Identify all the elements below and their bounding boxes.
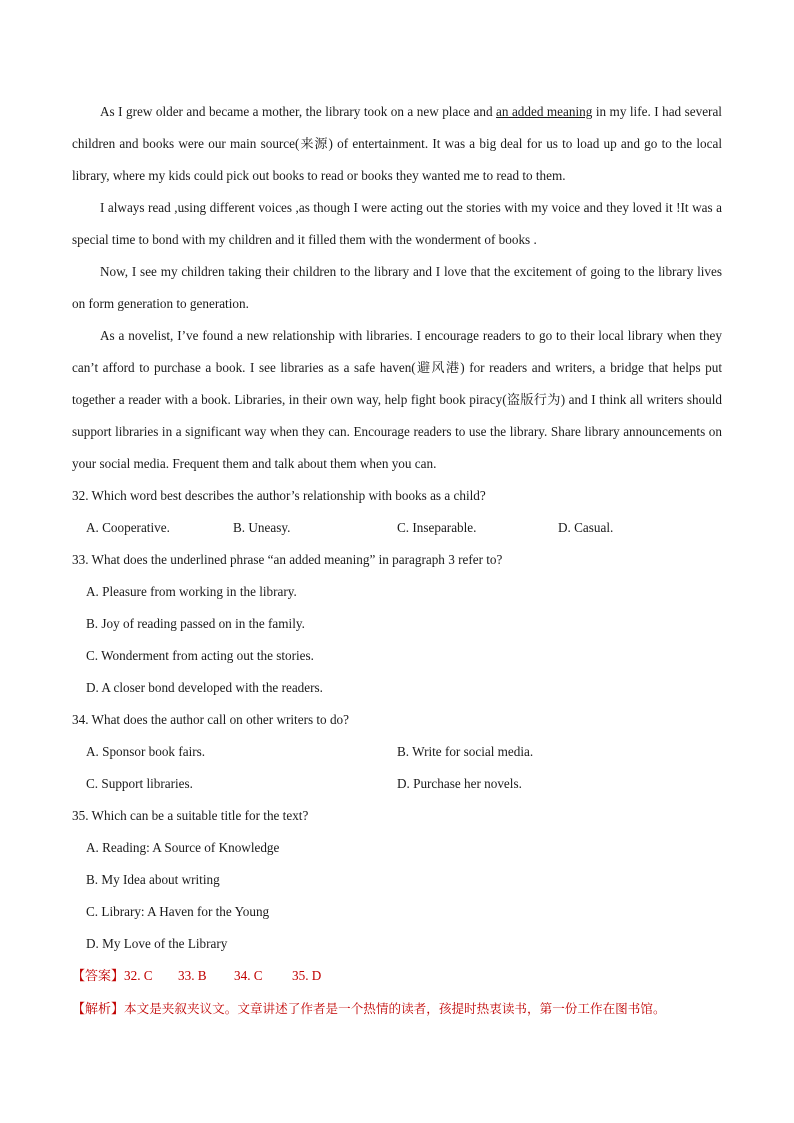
paragraph-1-text-a: As I grew older and became a mother, the library took on a new place and xyxy=(100,104,497,119)
option-34-a[interactable]: A. Sponsor book fairs. xyxy=(86,744,206,759)
question-34-stem: 34. What does the author call on other writers to do? xyxy=(72,712,349,727)
question-34-options-cd xyxy=(72,768,722,800)
paragraph-1-text-b: in my life. I had several children and books were our main source(来源) of entertainment. It was a big deal for us to load up and go to the local library, where my kids could pick out books to read or books they wanted me to read to them. xyxy=(72,104,722,183)
question-34-options-ab xyxy=(72,736,722,768)
option-32-c[interactable]: C. Inseparable. xyxy=(397,520,477,535)
answer-line xyxy=(72,960,722,993)
option-33-a[interactable]: A. Pleasure from working in the library. xyxy=(86,584,297,599)
answer-32: 32. C xyxy=(124,968,153,983)
paragraph-2: I always read ,using different voices ,as though I were acting out the stories with my voice and they loved it !It was a special time to bond with my children and it filled them with the wonderment of books . xyxy=(72,200,722,247)
option-35-a[interactable]: A. Reading: A Source of Knowledge xyxy=(86,840,280,855)
option-32-d[interactable]: D. Casual. xyxy=(558,520,614,535)
option-33-d[interactable]: D. A closer bond developed with the readers. xyxy=(86,680,323,695)
paragraph-3: Now, I see my children taking their children to the library and I love that the excitement of going to the library lives on form generation to generation. xyxy=(72,264,722,311)
question-32-stem: 32. Which word best describes the author’s relationship with books as a child? xyxy=(72,488,486,503)
option-34-d[interactable]: D. Purchase her novels. xyxy=(397,776,522,791)
option-35-b[interactable]: B. My Idea about writing xyxy=(86,872,220,887)
analysis-line xyxy=(72,993,722,1026)
option-32-a[interactable]: A. Cooperative. xyxy=(86,520,170,535)
analysis-label: 【解析】 xyxy=(72,1002,125,1017)
answer-label: 【答案】 xyxy=(72,969,125,984)
option-35-c[interactable]: C. Library: A Haven for the Young xyxy=(86,904,270,919)
option-34-c[interactable]: C. Support libraries. xyxy=(86,776,193,791)
question-32-options xyxy=(72,512,722,544)
answer-34: 34. C xyxy=(234,968,263,983)
paragraph-1 xyxy=(72,96,722,192)
paragraph-4: As a novelist, I’ve found a new relationship with libraries. I encourage readers to go to their local library when they can’t afford to purchase a book. I see libraries as a safe haven(避风港) for readers and writers, a bridge that helps put together a reader with a book. Libraries, in their own way, help fight book piracy(盗版行为) and I think all writers should support libraries in a significant way when they can. Encourage readers to use the library. Share library announcements on your social media. Frequent them and talk about them when you can. xyxy=(72,328,722,471)
answer-35: 35. D xyxy=(292,968,322,983)
answer-33: 33. B xyxy=(178,968,207,983)
option-35-d[interactable]: D. My Love of the Library xyxy=(86,936,228,951)
analysis-text: 本文是夹叙夹议文。文章讲述了作者是一个热情的读者，孩提时热衷读书，第一份工作在图书馆。 xyxy=(124,1001,666,1016)
option-33-c[interactable]: C. Wonderment from acting out the stories. xyxy=(86,648,314,663)
option-33-b[interactable]: B. Joy of reading passed on in the family. xyxy=(86,616,305,631)
question-33-stem: 33. What does the underlined phrase “an added meaning” in paragraph 3 refer to? xyxy=(72,552,503,567)
option-34-b[interactable]: B. Write for social media. xyxy=(397,744,534,759)
option-32-b[interactable]: B. Uneasy. xyxy=(233,520,291,535)
underlined-phrase: an added meaning xyxy=(496,104,593,119)
question-35-stem: 35. Which can be a suitable title for the text? xyxy=(72,808,309,823)
passage-content xyxy=(72,96,722,1026)
